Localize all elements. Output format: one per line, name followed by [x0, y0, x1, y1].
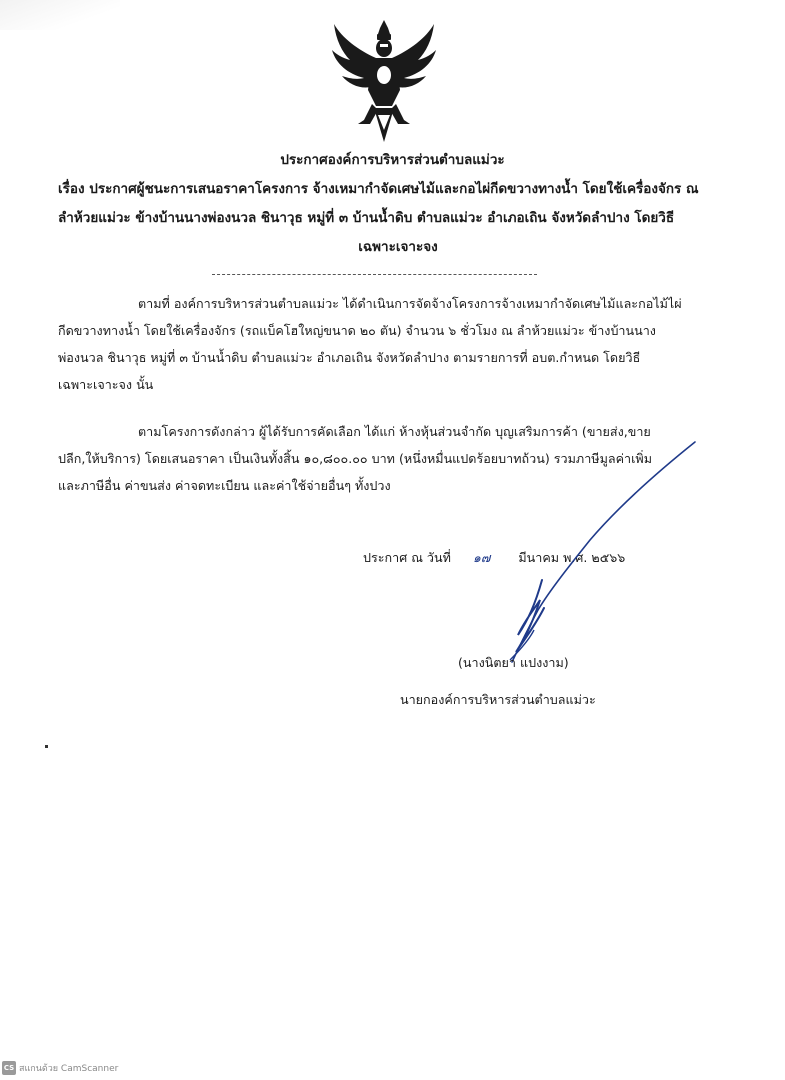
- date-year: พ.ศ. ๒๕๖๖: [563, 550, 626, 565]
- paragraph-line: พ่องนวล ชินาวุธ หมู่ที่ ๓ บ้านน้ำดิบ ตำบลแม่วะ อำเภอเถิน จังหวัดลำปาง ตามรายการที่ อบต.กำหนด โดยวิธี: [58, 350, 641, 365]
- paragraph-line: ปลีก,ให้บริการ) โดยเสนอราคา เป็นเงินทั้งสิ้น ๑๐,๘๐๐.๐๐ บาท (หนึ่งหมื่นแปดร้อยบาทถ้วน) รวมภาษีมูลค่าเพิ่ม: [58, 451, 652, 466]
- paragraph-line: เฉพาะเจาะจง นั้น: [58, 377, 154, 392]
- garuda-emblem-icon: [328, 20, 440, 145]
- paragraph-project-description: [58, 290, 738, 398]
- signatory-name: (นางนิตยา แปงงาม): [458, 655, 569, 670]
- date-day: ๑๗: [472, 550, 491, 565]
- paragraph-line: ตามที่ องค์การบริหารส่วนตำบลแม่วะ ได้ดำเนินการจัดจ้างโครงการจ้างเหมากำจัดเศษไม้และกอไม้ไผ่: [138, 296, 682, 311]
- page-corner-shadow: [0, 0, 120, 30]
- subject-line: เฉพาะเจาะจง: [358, 239, 438, 255]
- paragraph-line: และภาษีอื่น ค่าขนส่ง ค่าจดทะเบียน และค่าใช้จ่ายอื่นๆ ทั้งปวง: [58, 478, 391, 493]
- handwritten-signature: [480, 430, 720, 680]
- signatory-position: นายกองค์การบริหารส่วนตำบลแม่วะ: [400, 692, 596, 707]
- date-month: มีนาคม: [518, 550, 560, 565]
- dashed-divider: [212, 274, 537, 275]
- announcement-title: ประกาศองค์การบริหารส่วนตำบลแม่วะ: [280, 152, 505, 168]
- paragraph-line: กีดขวางทางน้ำ โดยใช้เครื่องจักร (รถแบ็คโฮใหญ่ขนาด ๒๐ ตัน) จำนวน ๖ ชั่วโมง ณ ลำห้วยแม่วะ ข้างบ้านนาง: [58, 323, 656, 338]
- paragraph-line: ตามโครงการดังกล่าว ผู้ได้รับการคัดเลือก ได้แก่ ห้างหุ้นส่วนจำกัด บุญเสริมการค้า (ขายส่ง,ขาย: [138, 424, 651, 439]
- subject-line: เรื่อง ประกาศผู้ชนะการเสนอราคาโครงการ จ้างเหมากำจัดเศษไม้และกอไผ่กีดขวางทางน้ำ โดยใช้เครื่องจักร ณ: [58, 181, 699, 197]
- scanner-label: สแกนด้วย CamScanner: [19, 1064, 119, 1074]
- subject-line: ลำห้วยแม่วะ ข้างบ้านนางพ่องนวล ชินาวุธ หมู่ที่ ๓ บ้านน้ำดิบ ตำบลแม่วะ อำเภอเถิน จังหวัดลำปาง โดยวิธี: [58, 210, 675, 226]
- camscanner-icon: CS: [2, 1061, 16, 1075]
- scanner-watermark: [2, 1061, 118, 1075]
- announcement-subject: [58, 175, 738, 262]
- stray-mark: [45, 745, 48, 748]
- date-prefix: ประกาศ ณ วันที่: [363, 550, 451, 565]
